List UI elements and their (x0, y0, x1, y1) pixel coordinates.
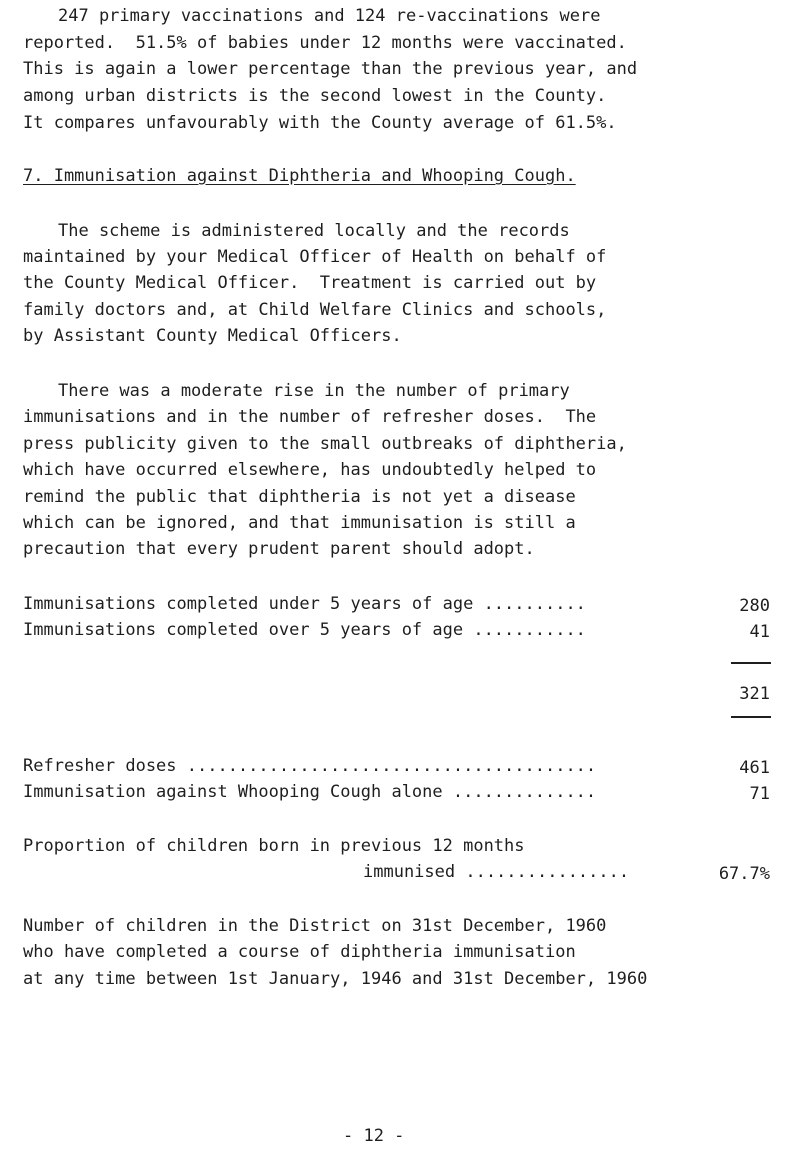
proportion-line-2: immunised ................ (363, 862, 630, 882)
total-rule-bottom (731, 716, 771, 718)
para2-line-1: There was a moderate rise in the number of primary (58, 381, 570, 401)
para2-line-4: which have occurred elsewhere, has undoubtedly helped to (23, 460, 597, 480)
intro-line-4: among urban districts is the second lowest in the County. (23, 86, 607, 106)
table2-row-1-value: 461 (739, 758, 770, 778)
intro-line-1: 247 primary vaccinations and 124 re-vaccinations were (58, 6, 601, 26)
table1-row-2-value: 41 (749, 622, 770, 642)
para1-line-3: the County Medical Officer. Treatment is carried out by (23, 273, 597, 293)
table2-row-1-label: Refresher doses ........................................ (23, 756, 597, 776)
intro-line-2: reported. 51.5% of babies under 12 months were vaccinated. (23, 33, 627, 53)
table1-total: 321 (739, 684, 770, 704)
table2-row-2-value: 71 (749, 784, 770, 804)
para1-line-4: family doctors and, at Child Welfare Clinics and schools, (23, 300, 607, 320)
para2-line-2: immunisations and in the number of refresher doses. The (23, 407, 597, 427)
para2-line-7: precaution that every prudent parent should adopt. (23, 539, 535, 559)
table2-row-2-label: Immunisation against Whooping Cough alone .............. (23, 782, 597, 802)
para1-line-1: The scheme is administered locally and the records (58, 221, 570, 241)
intro-line-5: It compares unfavourably with the County average of 61.5%. (23, 113, 617, 133)
proportion-value: 67.7% (718, 864, 770, 884)
section-heading: 7. Immunisation against Diphtheria and Whooping Cough. (23, 166, 576, 186)
note-line-1: Number of children in the District on 31st December, 1960 (23, 916, 607, 936)
table1-row-1-value: 280 (739, 596, 770, 616)
table1-row-1-label: Immunisations completed under 5 years of age .......... (23, 594, 586, 614)
para1-line-5: by Assistant County Medical Officers. (23, 326, 402, 346)
proportion-line-1: Proportion of children born in previous 12 months (23, 836, 525, 856)
table1-row-2-label: Immunisations completed over 5 years of age ........... (23, 620, 586, 640)
note-line-3: at any time between 1st January, 1946 and 31st December, 1960 (23, 969, 648, 989)
para2-line-5: remind the public that diphtheria is not yet a disease (23, 487, 576, 507)
para1-line-2: maintained by your Medical Officer of Health on behalf of (23, 247, 607, 267)
para2-line-6: which can be ignored, and that immunisation is still a (23, 513, 576, 533)
total-rule-top (731, 662, 771, 664)
intro-line-3: This is again a lower percentage than the previous year, and (23, 59, 638, 79)
note-line-2: who have completed a course of diphtheria immunisation (23, 942, 576, 962)
page-number: - 12 - (343, 1126, 405, 1146)
para2-line-3: press publicity given to the small outbreaks of diphtheria, (23, 434, 627, 454)
